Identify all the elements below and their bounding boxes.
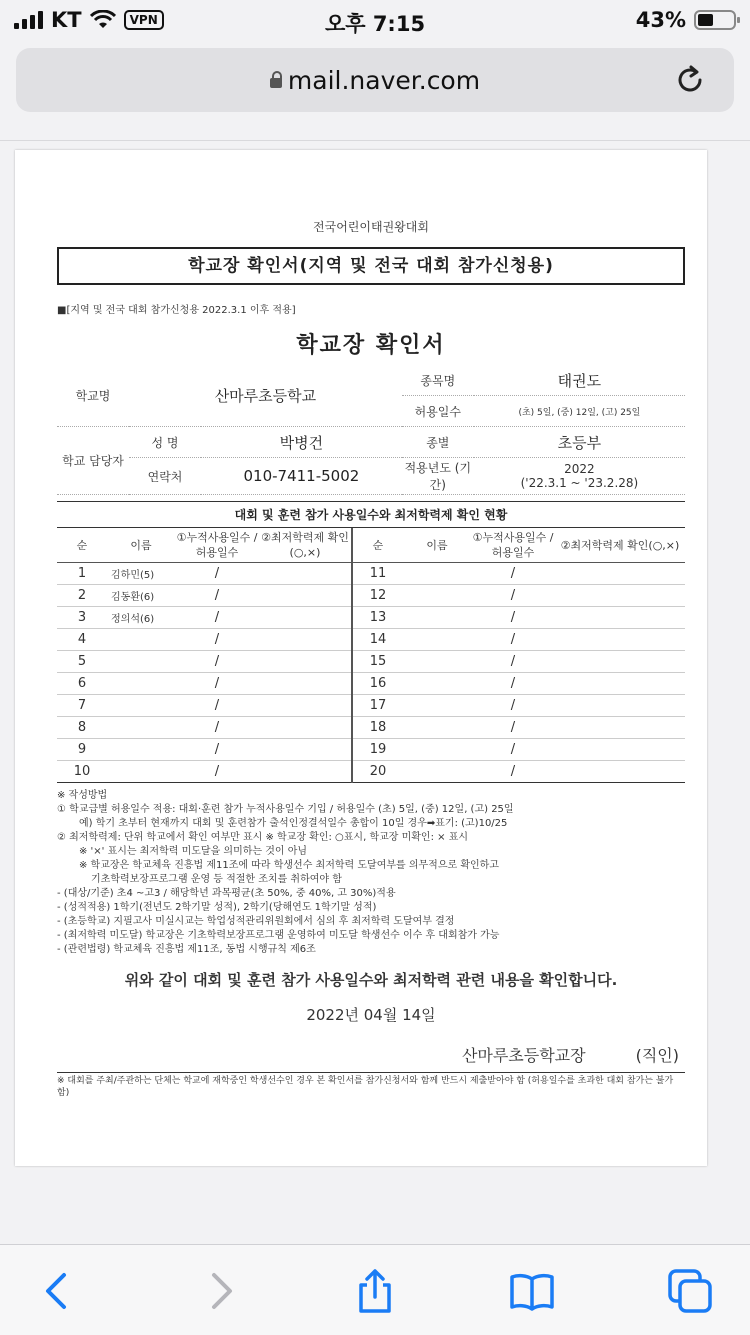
cell-days: / — [471, 607, 555, 629]
col-min: ②최저학력제 확인(○,×) — [259, 528, 352, 563]
cell-days: / — [471, 673, 555, 695]
instruction-line: 예) 학기 초부터 현재까지 대회 및 훈련참가 출석인정결석일수 총합이 10일 경우➡표기: (고)10/25 — [79, 818, 508, 829]
seal-label: (직인) — [635, 1046, 679, 1065]
signature-line — [57, 1043, 685, 1066]
cell-name — [107, 761, 175, 783]
value-period-range: ('22.3.1 ~ '23.2.28) — [520, 476, 639, 490]
cell-days: / — [471, 739, 555, 761]
cell-days: / — [175, 695, 259, 717]
document-page — [15, 150, 707, 1166]
cell-no: 4 — [57, 629, 107, 651]
value-year: 2022 — [564, 462, 595, 476]
cell-min — [555, 563, 685, 585]
instruction-line: ① 학교급별 허용일수 적용: 대회·훈련 참가 누적사용일수 기입 / 허용일수 (초) 5일, (중) 12일, (고) 25일 — [57, 804, 514, 815]
reload-icon[interactable] — [672, 62, 708, 98]
cell-days: / — [471, 717, 555, 739]
bookmarks-icon[interactable] — [508, 1267, 556, 1315]
cell-min — [259, 563, 352, 585]
instruction-line: - (성적적용) 1학기(전년도 2학기말 성적), 2학기(당해연도 1학기말 성적) — [57, 902, 377, 913]
cell-days: / — [175, 607, 259, 629]
cell-no: 14 — [352, 629, 403, 651]
label-school-staff: 학교 담당자 — [57, 427, 129, 495]
cell-min — [259, 761, 352, 783]
cell-name — [403, 607, 471, 629]
share-icon[interactable] — [351, 1267, 399, 1315]
url-display[interactable] — [16, 66, 734, 95]
table-heading: 대회 및 훈련 참가 사용일수와 최저학력제 확인 현황 — [57, 501, 685, 528]
cell-min — [259, 739, 352, 761]
col-name: 이름 — [107, 528, 175, 563]
address-bar[interactable] — [16, 48, 734, 112]
cell-name — [107, 739, 175, 761]
cell-no: 18 — [352, 717, 403, 739]
document-title: 학교장 확인서 — [296, 333, 446, 358]
attendance-rows — [57, 563, 685, 783]
cell-no: 11 — [352, 563, 403, 585]
table-row — [57, 629, 685, 651]
cell-name — [403, 629, 471, 651]
label-staff-name: 성 명 — [129, 427, 201, 458]
applicability-note: ■[지역 및 전국 대회 참가신청용 2022.3.1 이후 적용] — [57, 305, 296, 316]
attendance-table — [57, 528, 685, 783]
battery-icon — [694, 10, 736, 30]
cell-name — [403, 739, 471, 761]
cell-name — [403, 761, 471, 783]
cell-name — [107, 695, 175, 717]
cell-days: / — [175, 629, 259, 651]
cell-days: / — [471, 761, 555, 783]
cell-no: 5 — [57, 651, 107, 673]
tabs-icon[interactable] — [666, 1267, 714, 1315]
col-name-2: 이름 — [403, 528, 471, 563]
cell-min — [259, 585, 352, 607]
cell-name — [107, 629, 175, 651]
cell-name — [403, 651, 471, 673]
cell-no: 13 — [352, 607, 403, 629]
cell-no: 10 — [57, 761, 107, 783]
cell-days: / — [175, 563, 259, 585]
cell-min — [555, 585, 685, 607]
label-period: 적용년도 (기간) — [402, 458, 474, 495]
value-contact: 010-7411-5002 — [201, 458, 402, 495]
cell-no: 17 — [352, 695, 403, 717]
col-min-2: ②최저학력제 확인(○,×) — [555, 528, 685, 563]
table-row — [57, 651, 685, 673]
instruction-line: ※ '×' 표시는 최저학력 미도달을 의미하는 것이 아님 — [79, 846, 308, 857]
cell-days: / — [175, 739, 259, 761]
table-row — [57, 695, 685, 717]
instruction-line: - (최저학력 미도달) 학교장은 기초학력보장프로그램 운영하여 미도달 학생선수 이수 후 대회참가 가능 — [57, 930, 500, 941]
cell-name — [403, 695, 471, 717]
value-school-name: 산마루초등학교 — [129, 365, 402, 427]
instruction-line: - (초등학교) 지필고사 미실시교는 학업성적관리위원회에서 심의 후 최저학력 도달여부 결정 — [57, 916, 455, 927]
cell-no: 15 — [352, 651, 403, 673]
cell-days: / — [471, 651, 555, 673]
back-icon[interactable] — [34, 1267, 82, 1315]
value-period — [474, 458, 685, 495]
label-category: 종별 — [402, 427, 474, 458]
cell-min — [555, 717, 685, 739]
info-table — [57, 365, 685, 495]
cell-min — [555, 695, 685, 717]
instruction-line: - (관련법령) 학교체육 진흥법 제11조, 동법 시행규칙 제6조 — [57, 944, 316, 955]
battery-fill — [698, 14, 713, 26]
table-row — [57, 585, 685, 607]
cell-min — [555, 673, 685, 695]
cell-min — [259, 717, 352, 739]
cell-min — [555, 739, 685, 761]
instruction-line: 기초학력보장프로그램 운영 등 적절한 조치를 취하여야 함 — [91, 874, 342, 885]
col-days: ①누적사용일수 /허용일수 — [175, 528, 259, 563]
document-banner: 학교장 확인서(지역 및 전국 대회 참가신청용) — [57, 247, 685, 285]
cell-days: / — [175, 585, 259, 607]
label-school-name: 학교명 — [57, 365, 129, 427]
divider — [0, 140, 750, 141]
cell-name — [107, 651, 175, 673]
issue-date: 2022년 04월 14일 — [306, 1006, 436, 1024]
writing-instructions — [57, 789, 685, 957]
instruction-line: ※ 작성방법 — [57, 790, 108, 801]
url-text: mail.naver.com — [287, 66, 481, 95]
label-event: 종목명 — [402, 365, 474, 396]
status-bar — [0, 0, 750, 40]
instruction-line: - (대상/기준) 초4 ~고3 / 해당학년 과목평균(초 50%, 중 40%, 고 30%)적용 — [57, 888, 396, 899]
cell-no: 9 — [57, 739, 107, 761]
forward-icon[interactable] — [196, 1267, 244, 1315]
table-row — [57, 607, 685, 629]
cell-min — [259, 695, 352, 717]
value-event: 태권도 — [474, 365, 685, 396]
col-no-2: 순 — [352, 528, 403, 563]
label-allowed-days: 허용일수 — [402, 396, 474, 427]
cell-no: 16 — [352, 673, 403, 695]
cell-min — [259, 629, 352, 651]
cell-days: / — [175, 673, 259, 695]
cell-min — [259, 673, 352, 695]
value-staff-name: 박병건 — [201, 427, 402, 458]
cell-no: 2 — [57, 585, 107, 607]
cell-no: 20 — [352, 761, 403, 783]
cell-name — [403, 585, 471, 607]
cell-days: / — [175, 761, 259, 783]
status-right — [636, 8, 736, 32]
cell-name — [107, 673, 175, 695]
cell-days: / — [175, 651, 259, 673]
table-row — [57, 673, 685, 695]
col-days-2: ①누적사용일수 /허용일수 — [471, 528, 555, 563]
cell-name: 정의석(6) — [107, 607, 175, 629]
instruction-line: ② 최저학력제: 단위 학교에서 확인 여부만 표시 ※ 학교장 확인: ○표시, 학교장 미확인: × 표시 — [57, 832, 469, 843]
cell-days: / — [471, 695, 555, 717]
cell-no: 19 — [352, 739, 403, 761]
vpn-badge: VPN — [124, 10, 164, 30]
cell-name: 김동환(6) — [107, 585, 175, 607]
battery-percent: 43% — [635, 8, 686, 32]
table-row — [57, 717, 685, 739]
instruction-line: ※ 학교장은 학교체육 진흥법 제11조에 따라 학생선수 최저학력 도달여부를 의무적으로 확인하고 — [79, 860, 499, 871]
cell-min — [259, 607, 352, 629]
lock-icon — [270, 78, 282, 88]
cell-days: / — [471, 563, 555, 585]
confirmation-statement: 위와 같이 대회 및 훈련 참가 사용일수와 최저학력 관련 내용을 확인합니다. — [124, 971, 618, 989]
cell-min — [259, 651, 352, 673]
signer-name: 산마루초등학교장 — [461, 1046, 586, 1065]
cell-days: / — [471, 585, 555, 607]
cell-name — [107, 717, 175, 739]
browser-toolbar — [0, 1244, 750, 1335]
cell-days: / — [175, 717, 259, 739]
cell-days: / — [471, 629, 555, 651]
col-no: 순 — [57, 528, 107, 563]
cell-name — [403, 717, 471, 739]
value-allowed-days: (초) 5일, (중) 12일, (고) 25일 — [474, 396, 685, 427]
cell-min — [555, 651, 685, 673]
organizer-name: 전국어린이태권왕대회 — [313, 220, 429, 234]
footnote: ※ 대회를 주최/주관하는 단체는 학교에 재학중인 학생선수인 경우 본 확인서를 참가신청서와 함께 반드시 제출받아야 함 (허용일수를 초과한 대회 참가는 불가함) — [57, 1072, 685, 1099]
cell-name: 김하민(5) — [107, 563, 175, 585]
cell-no: 7 — [57, 695, 107, 717]
table-row — [57, 563, 685, 585]
carrier-label: KT — [51, 8, 82, 32]
cell-no: 6 — [57, 673, 107, 695]
cell-no: 8 — [57, 717, 107, 739]
cell-min — [555, 761, 685, 783]
table-row — [57, 739, 685, 761]
cell-name — [403, 563, 471, 585]
cell-min — [555, 607, 685, 629]
certificate — [57, 218, 685, 1099]
cell-no: 3 — [57, 607, 107, 629]
status-time: 오후 7:15 — [324, 12, 426, 36]
table-row — [57, 761, 685, 783]
cell-no: 1 — [57, 563, 107, 585]
cell-no: 12 — [352, 585, 403, 607]
cell-min — [555, 629, 685, 651]
cell-name — [403, 673, 471, 695]
value-category: 초등부 — [474, 427, 685, 458]
label-contact: 연락처 — [129, 458, 201, 495]
